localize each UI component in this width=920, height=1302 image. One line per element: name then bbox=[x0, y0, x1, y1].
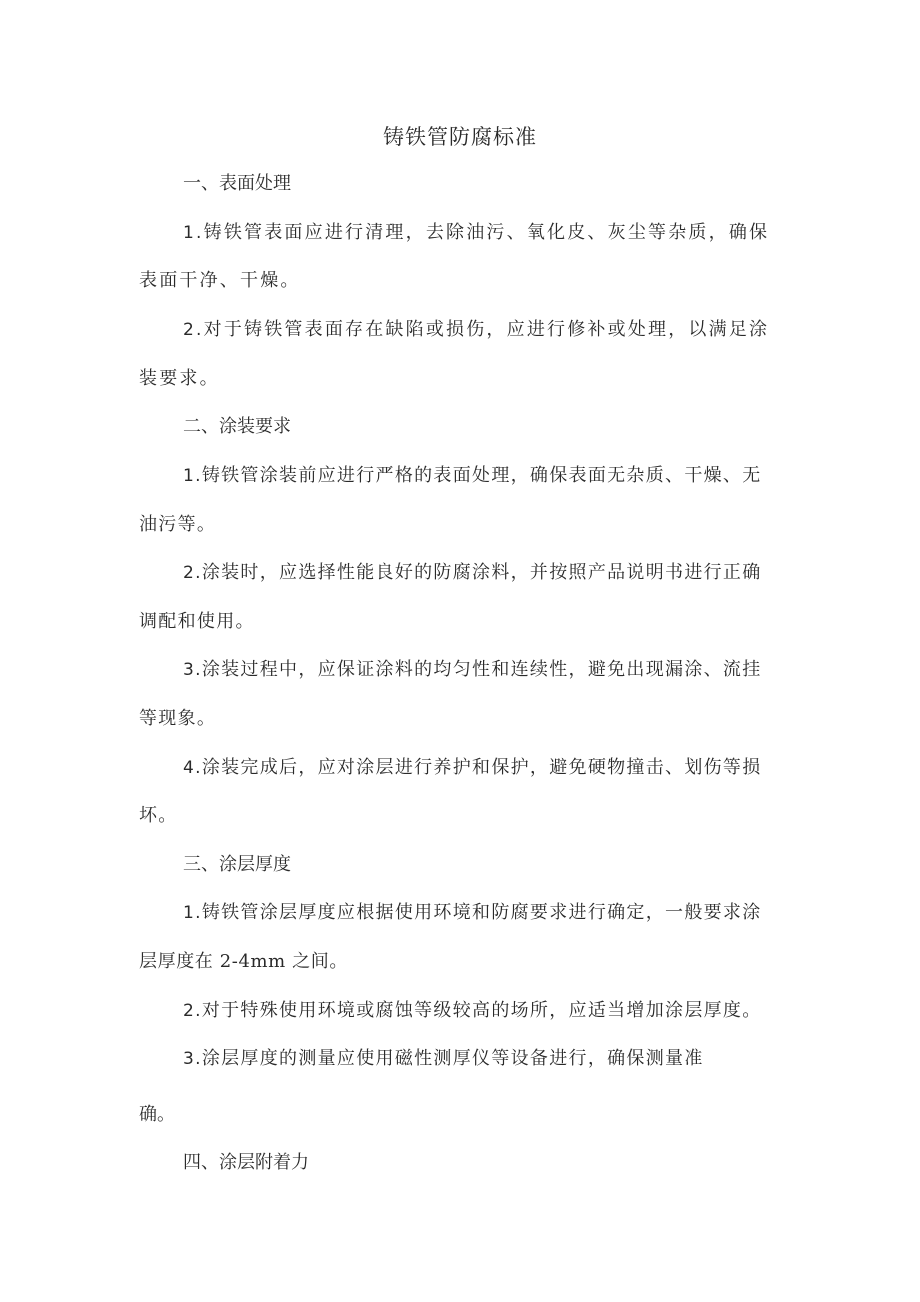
item-text: 对于铸铁管表面存在缺陷或损伤，应进行修补或处理，以满足涂 bbox=[203, 319, 770, 340]
list-item-line bbox=[183, 657, 762, 683]
item-text: 铸铁管表面应进行清理，去除油污、氧化皮、灰尘等杂质，确保 bbox=[203, 222, 770, 243]
list-item-line bbox=[183, 998, 762, 1024]
section-heading: 四、涂层附着力 bbox=[183, 1152, 309, 1173]
list-item-continuation: 层厚度在 2-4mm 之间。 bbox=[139, 951, 348, 972]
item-text: 涂装时，应选择性能良好的防腐涂料，并按照产品说明书进行正确 bbox=[201, 562, 762, 583]
list-item-continuation: 调配和使用。 bbox=[139, 611, 255, 632]
list-item-line bbox=[183, 317, 769, 343]
item-text: 涂装过程中，应保证涂料的均匀性和连续性，避免出现漏涂、流挂 bbox=[201, 659, 762, 680]
list-item-continuation: 确。 bbox=[139, 1104, 175, 1125]
item-number: 3. bbox=[183, 1049, 202, 1069]
item-text: 铸铁管涂层厚度应根据使用环境和防腐要求进行确定，一般要求涂 bbox=[201, 902, 762, 923]
item-number: 2. bbox=[183, 1001, 202, 1021]
list-item-line bbox=[183, 755, 762, 781]
list-item-line bbox=[183, 560, 762, 586]
item-text: 对于特殊使用环境或腐蚀等级较高的场所，应适当增加涂层厚度。 bbox=[201, 1000, 762, 1021]
item-number: 1. bbox=[183, 466, 202, 486]
item-number: 1. bbox=[183, 223, 204, 243]
item-text: 涂装完成后，应对涂层进行养护和保护，避免硬物撞击、划伤等损 bbox=[201, 757, 762, 778]
list-item-line bbox=[183, 1046, 704, 1072]
list-item-continuation: 装要求。 bbox=[139, 368, 220, 389]
item-number: 2. bbox=[183, 563, 202, 583]
section-heading: 一、表面处理 bbox=[183, 173, 291, 194]
item-number: 1. bbox=[183, 903, 202, 923]
item-number: 2. bbox=[183, 320, 204, 340]
list-item-continuation: 坏。 bbox=[139, 805, 178, 826]
item-text: 涂层厚度的测量应使用磁性测厚仪等设备进行，确保测量准 bbox=[201, 1048, 704, 1069]
section-heading: 三、涂层厚度 bbox=[183, 854, 291, 875]
item-number: 4. bbox=[183, 758, 202, 778]
list-item-line bbox=[183, 463, 762, 489]
list-item-continuation: 等现象。 bbox=[139, 708, 217, 729]
section-heading: 二、涂装要求 bbox=[183, 416, 291, 437]
list-item-line bbox=[183, 220, 769, 246]
list-item-continuation: 表面干净、干燥。 bbox=[139, 270, 301, 291]
item-number: 3. bbox=[183, 660, 202, 680]
item-text: 铸铁管涂装前应进行严格的表面处理，确保表面无杂质、干燥、无 bbox=[201, 465, 762, 486]
document-title: 铸铁管防腐标准 bbox=[383, 125, 537, 149]
list-item-continuation: 油污等。 bbox=[139, 514, 217, 535]
list-item-line bbox=[183, 900, 762, 926]
